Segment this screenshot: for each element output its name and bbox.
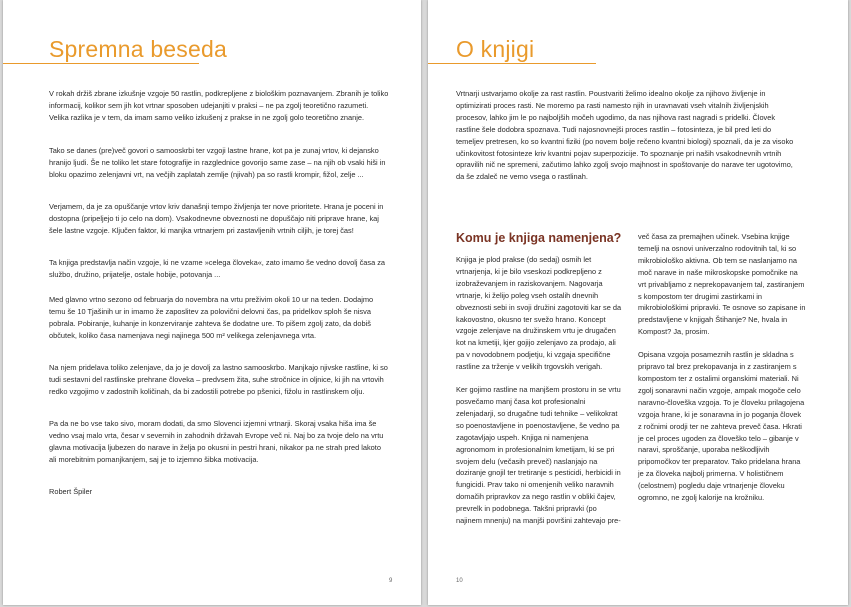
right-page [428, 0, 848, 605]
page-number: 10 [456, 578, 463, 584]
intro-paragraph: Vrtnarji ustvarjamo okolje za rast rastlin. Poustvariti želimo idealno okolje za njihovo življenje in optimizirati proces rasti. Ne moremo pa rasti namesto njih in uravnavati vseh vitalnih življenjskih procesov, lahko jim le po najboljših močeh ugodimo, da nas njihova rast nagradi s pridelki. Človek rastline šele dodobra spoznava. Tudi najosnovnejši proces rastlin – fotosinteza, je bil pred leti do temeljev pretresen, ko so kvantni fiziki (po novem bolje rečeno kvantni biologi) spoznali, da je za visoko učinkovitost fotosinteze kriv kvantni pojav superpozicije. To spoznanje pri naših vsakodnevnih vrtnih opravilih nič ne spremeni, začutimo lahko zgolj svojo majhnost in spoštovanje do narave ter ugotovimo, da še zdaleč ne vemo vsega o rastlinah. [456, 89, 794, 182]
paragraph: več časa za premajhen učinek. Vsebina knjige temelji na osnovi univerzalno rodovitnih tal, ki so mikrobiološko aktivna. Ob tem se naslanjamo na moč narave in naše mikroskopske pomočnike na vrt privabljamo z neprekopavanjem tal, zastiranjem s kompostom ter drugimi zastirkami in mikrobiološkimi pripravki. Te osnove so zapisane in predstavljene v knjigah Štihanje? Ne, hvala in Kompost? Ja, prosim. [638, 232, 806, 337]
paragraph: Verjamem, da je za opuščanje vrtov kriv današnji tempo življenja ter nove prioritete. Hrana je poceni in dostopna (pripeljejo ti jo celo na dom). Vsakodnevne obveznosti ne dopuščajo niti priprave hrane, kaj šele lastne vzgoje. Ključen faktor, ki manjka vrtnarjem pri zastavljenih vrtnih ciljih, je torej čas! [49, 202, 384, 235]
page-title: Spremna beseda [49, 36, 227, 62]
paragraph: Med glavno vrtno sezono od februarja do novembra na vrtu preživim okoli 10 ur na teden. Dodajmo temu še 10 Tjašinih ur in imamo že zaposlitev za polovični delovni čas, pa pridelkov sploh še nisva pobrala. Pobiranje, kuhanje in konzerviranje zahteva še dodatne ure. To pišem zgolj zato, da dobiš občutek, koliko časa namenjava negi najinega 500 m² velikega zelenjavnega vrta. [49, 295, 374, 340]
paragraph: Pa da ne bo vse tako sivo, moram dodati, da smo Slovenci izjemni vrtnarji. Skoraj vsaka hiša ima še vedno vsaj malo vrta, česar v severnih in zahodnih državah Evrope več ni. Naj bo za tvoje delo na vrtu glavna motivacija ljubezen do narave in želja po okusni in pestri hrani, nikakor pa ne strah pred lakoto ali morebitnim pomanjkanjem, saj je to izjemno šibka motivacija. [49, 419, 384, 464]
title-underline [3, 63, 199, 64]
paragraph: Ker gojimo rastline na manjšem prostoru in se vrtu posvečamo manj časa kot profesionalni zelenjadarji, so drugačne tudi tehnike – velikokrat so poenostavljene in poenostavljene, še vedno pa zagotavljajo uspeh. Knjiga ni namenjena agronomom in profesionalnim kmetijam, ki se pri svojem delu (večasih preveč) naslanjajo na doziranje gnojil ter tretiranje s pesticidi, herbicidi in fungicidi. Prav tako ni omenjenih veliko naravnih domačih pripravkov za nego rastlin v obliki čajev, prevrelk in podobnega. Takšni pripravki (po najinem mnenju) na manjši površini zahtevajo pre- [456, 385, 621, 526]
text-column-left [456, 254, 624, 538]
paragraph: Na njem pridelava toliko zelenjave, da jo je dovolj za lastno samooskrbo. Manjkajo njivske rastline, ki so tudi sestavni del rastlinske prehrane človeka – predvsem žita, suhe stročnice in oljnice, ki jih na vrtovih redko vzgojimo v zadostnih količinah, da bi zadostili potrebe po pšenici, fižolu in rastlinskem olju. [49, 363, 388, 396]
page-title: O knjigi [456, 36, 535, 62]
paragraph: Knjiga je plod prakse (do sedaj) osmih let vrtnarjenja, ki je bilo vseskozi podkrepljeno z izobraževanjem in raziskovanjem. Nagovarja vrtnarje, ki želijo poleg vseh ostalih dnevnih obveznosti sebi in svoji družini zagotoviti kar se da kakovostno, okusno ter svežo hrano. Koncept vzgoje zelenjave na družinskem vrtu je drugačen kot na kmetiji, kjer gojijo zelenjavo za prodajo, ali pa v novodobnem podjetju, ki vzgaja specifične rastline za trženje v velikih trgovskih verigah. [456, 255, 622, 372]
section-heading: Komu je knjiga namenjena? [456, 231, 622, 245]
paragraph: Tako se danes (pre)več govori o samooskrbi ter vzgoji lastne hrane, kot pa je zunaj vrtov, ki dejansko hranijo ljudi. Še ne toliko let stare fotografije in razglednice govorijo same zase – na njih ob vsaki hiši in bloku opazimo zelenjavni vrt, na večjih zaplatah zemlje (njivah) pa so rastli krompir, fižol, zelje ... [49, 146, 386, 179]
paragraph: V rokah držiš zbrane izkušnje vzgoje 50 rastlin, podkrepljene z biološkim poznavanjem. Zbranih je toliko informacij, kolikor sem jih kot vrtnar sposoben udejanjiti v praksi – ne pa zgolj teoretično razumeti. Velika razlika je v tem, da imam samo veliko izkušenj z prakse in ne zgolj golo teoretično znanje. [49, 89, 389, 122]
left-page [3, 0, 421, 605]
page-number: 9 [389, 578, 393, 584]
paragraph: Opisana vzgoja posameznih rastlin je skladna s pripravo tal brez prekopavanja in z zastiranjem s kompostom ter z ostalimi organskimi materiali. Ni zgolj sonaravni način vzgoje, ampak mogoče celo naravno-človeška vzgoja. To je človeku prilagojena vzgoja hrane, ki je sonaravna in jo poganja človek z ročnimi orodji ter ne zahteva preveč časa. Hkrati je cel proces ugoden za človeško telo – gibanje v naravi, sproščanje, uporaba neškodljivih pripomočkov ter preparatov. Tako pridelana hrana je za človeka najbolj primerna. V holističnem (celostnem) pogledu daje vrtnarjenje človeku ogromno, ne zgolj kalorije na krožniku. [638, 350, 805, 503]
paragraph: Ta knjiga predstavlja način vzgoje, ki ne vzame »celega človeka«, zato imamo še vedno dovolj časa za službo, družino, prijatelje, ostale hobije, potovanja ... [49, 258, 386, 279]
text-column-right [638, 231, 806, 515]
author-signature: Robert Špiler [49, 487, 93, 496]
title-underline [428, 63, 596, 64]
